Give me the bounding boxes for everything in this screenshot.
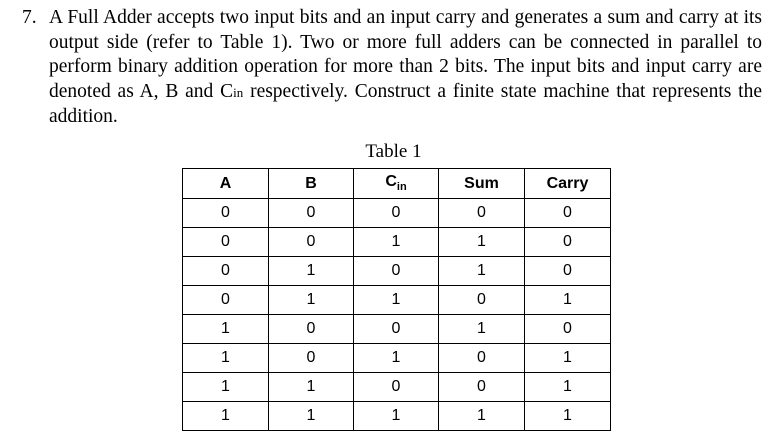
- cell-b: 1: [269, 373, 354, 402]
- cell-sum: 1: [439, 315, 525, 344]
- table-row: [183, 257, 611, 286]
- cell-carry: 0: [525, 315, 611, 344]
- cell-carry: 1: [525, 344, 611, 373]
- cell-a: 1: [183, 315, 269, 344]
- cell-cin: 0: [354, 257, 439, 286]
- question-text-before: A Full Adder accepts two input bits and an input carry and generates a sum and carry at its output side (refer to Table 1). Two or more full adders can be connected in parallel to perform binary addition operation for more than 2 bits. The input bits and input carry are denoted as A, B and C: [49, 7, 762, 102]
- cell-sum: 0: [439, 286, 525, 315]
- cell-carry: 1: [525, 286, 611, 315]
- header-cin: [354, 169, 439, 199]
- table-caption: Table 1: [365, 141, 422, 162]
- question-text-subscript: in: [233, 84, 244, 100]
- table-row: [183, 344, 611, 373]
- header-b: B: [269, 169, 354, 199]
- cell-sum: 1: [439, 228, 525, 257]
- cell-b: 1: [269, 286, 354, 315]
- cell-b: 0: [269, 315, 354, 344]
- table-row: [183, 373, 611, 402]
- cell-carry: 1: [525, 373, 611, 402]
- cell-sum: 0: [439, 344, 525, 373]
- truth-table: [182, 168, 611, 431]
- cell-carry: 0: [525, 257, 611, 286]
- cell-a: 1: [183, 373, 269, 402]
- cell-b: 0: [269, 344, 354, 373]
- cell-a: 0: [183, 199, 269, 228]
- question-text: [49, 6, 762, 130]
- question-number: 7.: [22, 7, 37, 28]
- cell-sum: 0: [439, 373, 525, 402]
- table-header-row: [183, 169, 611, 199]
- cell-cin: 1: [354, 344, 439, 373]
- cell-sum: 1: [439, 257, 525, 286]
- cell-a: 1: [183, 402, 269, 431]
- cell-carry: 0: [525, 228, 611, 257]
- cell-cin: 1: [354, 402, 439, 431]
- cell-a: 1: [183, 344, 269, 373]
- table-row: [183, 228, 611, 257]
- cell-b: 1: [269, 257, 354, 286]
- header-cin-base: C: [385, 173, 397, 191]
- cell-b: 1: [269, 402, 354, 431]
- cell-b: 0: [269, 199, 354, 228]
- cell-cin: 0: [354, 199, 439, 228]
- cell-b: 0: [269, 228, 354, 257]
- cell-carry: 1: [525, 402, 611, 431]
- table-row: [183, 199, 611, 228]
- cell-sum: 0: [439, 199, 525, 228]
- cell-carry: 0: [525, 199, 611, 228]
- header-carry: Carry: [525, 169, 611, 199]
- cell-a: 0: [183, 257, 269, 286]
- header-cin-subscript: in: [396, 181, 407, 194]
- cell-cin: 0: [354, 315, 439, 344]
- cell-sum: 1: [439, 402, 525, 431]
- table-row: [183, 286, 611, 315]
- cell-a: 0: [183, 286, 269, 315]
- table-row: [183, 315, 611, 344]
- cell-cin: 1: [354, 286, 439, 315]
- cell-cin: 1: [354, 228, 439, 257]
- header-a: A: [183, 169, 269, 199]
- table-row: [183, 402, 611, 431]
- header-sum: Sum: [439, 169, 525, 199]
- cell-a: 0: [183, 228, 269, 257]
- question: [22, 6, 762, 130]
- cell-cin: 0: [354, 373, 439, 402]
- question-text-after: respectively. Construct a finite state machine that represents the addition.: [49, 80, 762, 127]
